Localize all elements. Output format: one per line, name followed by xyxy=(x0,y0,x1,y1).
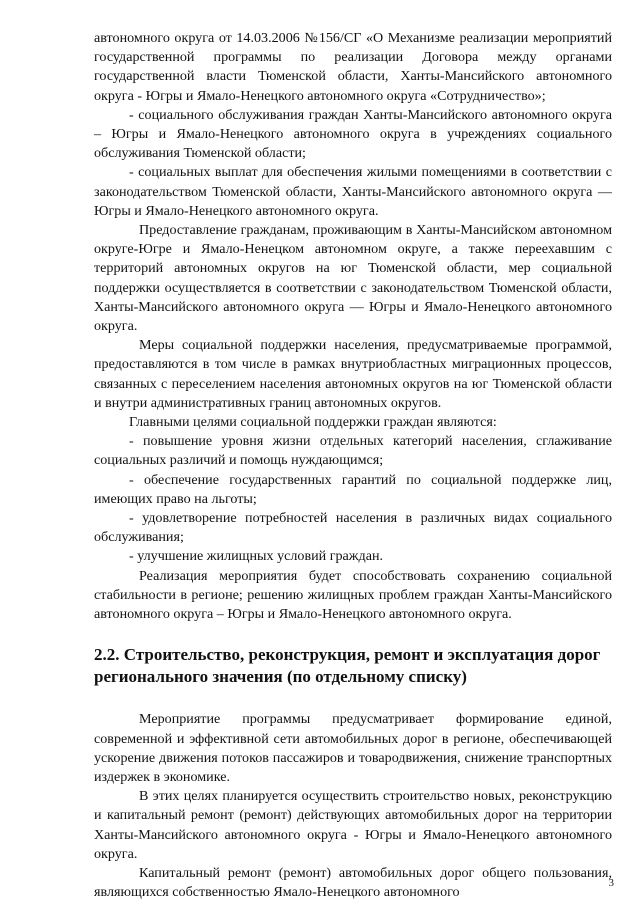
section-heading-roads: 2.2. Строительство, реконструкция, ремонт и эксплуатация дорог регионального значения (по отдельному списку) xyxy=(94,645,601,687)
paragraph-road-repair: Капитальный ремонт (ремонт) автомобильных дорог общего пользования, являющихся собственностью Ямало-Ненецкого автономного xyxy=(94,864,612,901)
page-number: 3 xyxy=(608,877,614,889)
list-item-goal-housing: - улучшение жилищных условий граждан. xyxy=(129,548,384,565)
list-item-goal-living-standards: - повышение уровня жизни отдельных категорий населения, сглаживание социальных различий и помощь нуждающимся; xyxy=(94,433,612,469)
list-item-goal-services: - удовлетворение потребностей населения в различных видах социального обслуживания; xyxy=(94,510,612,546)
paragraph-road-network: Мероприятие программы предусматривает формирование единой, современной и эффективной сети автомобильных дорог в регионе, обеспечивающей ускорение движения потоков пассажиров и товародвижения, снижение транспортных издержек в экономике. xyxy=(94,711,612,785)
document-body xyxy=(94,29,612,902)
paragraph-road-construction: В этих целях планируется осуществить строительство новых, реконструкцию и капитальный ремонт (ремонт) действующих автомобильных дорог на территории Ханты-Мансийского автономного округа - Югры и Ямало-Ненецкого автономного округа. xyxy=(94,788,612,862)
paragraph-support-provision: Предоставление гражданам, проживающим в Ханты-Мансийском автономном округе-Югре и Ямало-Ненецком автономном округе, а также переехавшим с территорий автономных округов на юг Тюменской области, мер социальной поддержки осуществляется в соответствии с законодательством Тюменской области, Ханты-Мансийского автономного округа — Югры и Ямало-Ненецкого автономного округа. xyxy=(94,222,612,335)
list-item-social-services: - социального обслуживания граждан Ханты-Мансийского автономного округа – Югры и Ямало-Ненецкого автономного округа в учреждениях социального обслуживания Тюменской области; xyxy=(94,106,612,162)
list-item-housing-payments: - социальных выплат для обеспечения жилыми помещениями в соответствии с законодательством Тюменской области, Ханты-Мансийского автономного округа — Югры и Ямало-Ненецкого автономного округа. xyxy=(94,164,612,219)
paragraph-support-measures: Меры социальной поддержки населения, предусматриваемые программой, предоставляются в том числе в рамках внутриобластных миграционных процессов, связанных с переселением населения автономных округов на юг Тюменской области и внутри административных границ автономных округов. xyxy=(94,337,612,411)
paragraph-main-goals-intro: Главными целями социальной поддержки граждан являются: xyxy=(129,414,497,431)
list-item-goal-state-guarantees: - обеспечение государственных гарантий по социальной поддержке лиц, имеющих право на льготы; xyxy=(94,471,612,507)
paragraph-implementation-result: Реализация мероприятия будет способствовать сохранению социальной стабильности в регионе; решению жилищных проблем граждан Ханты-Мансийского автономного округа – Югры и Ямало-Ненецкого автономного округа. xyxy=(94,567,612,623)
heading-spacer xyxy=(94,688,612,710)
paragraph-decree-continuation: автономного округа от 14.03.2006 №156/СГ «О Механизме реализации мероприятий государственной программы по реализации Договора между органами государственной власти Тюменской области, Ханты-Мансийского автономного округа - Югры и Ямало-Ненецкого автономного округа «Сотрудничество»; xyxy=(94,30,612,104)
section-spacer xyxy=(94,624,612,644)
